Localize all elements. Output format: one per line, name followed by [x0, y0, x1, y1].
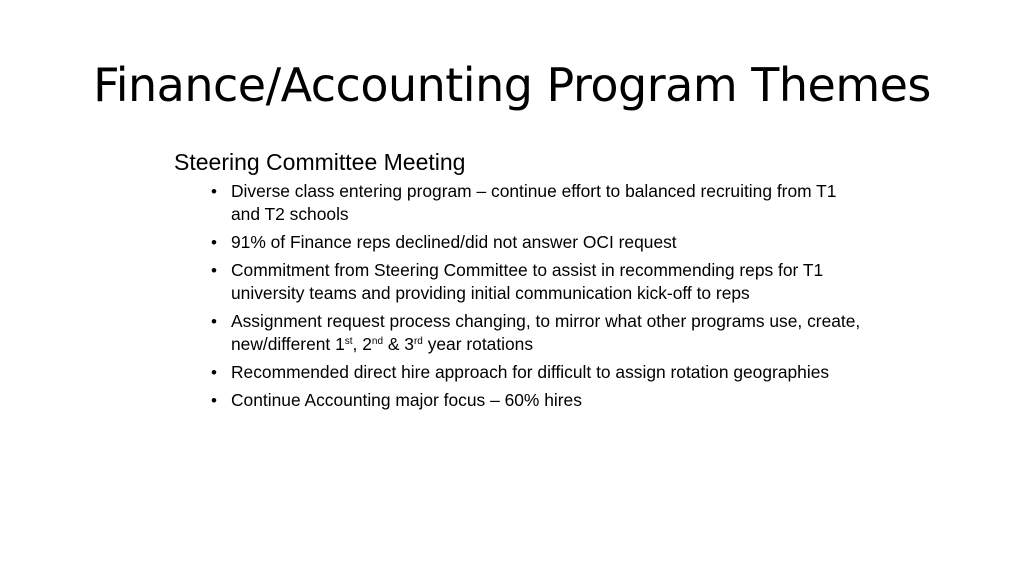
- slide-body: [174, 146, 864, 417]
- bullet-text: Diverse class entering program – continue effort to balanced recruiting from T1 and T2 schools: [231, 181, 837, 224]
- list-item: [211, 180, 864, 226]
- bullet-text: Commitment from Steering Committee to assist in recommending reps for T1 university teams and providing initial communication kick-off to reps: [231, 260, 824, 303]
- bullet-icon: •: [211, 261, 217, 280]
- bullet-text-part: , 2: [352, 334, 372, 354]
- list-item: [211, 259, 864, 305]
- list-item: [211, 231, 864, 254]
- bullet-text-part: year rotations: [422, 334, 534, 354]
- ordinal-suffix: nd: [371, 336, 384, 347]
- list-item: [211, 310, 864, 356]
- bullet-list: [174, 180, 864, 412]
- ordinal-suffix: rd: [413, 336, 423, 347]
- bullet-icon: •: [211, 312, 217, 331]
- slide-title: Finance/Accounting Program Themes: [93, 58, 931, 112]
- bullet-text-part: & 3: [383, 334, 414, 354]
- bullet-text-part: Assignment request process changing, to mirror what other programs use, create, new/different 1: [231, 311, 861, 354]
- bullet-text: 91% of Finance reps declined/did not answer OCI request: [231, 232, 677, 252]
- bullet-icon: •: [211, 182, 217, 201]
- bullet-icon: •: [211, 363, 217, 382]
- bullet-text: [231, 311, 860, 354]
- bullet-text: Recommended direct hire approach for difficult to assign rotation geographies: [231, 362, 830, 382]
- ordinal-suffix: st: [344, 336, 353, 347]
- section-heading: Steering Committee Meeting: [174, 149, 466, 175]
- bullet-icon: •: [211, 391, 217, 410]
- bullet-icon: •: [211, 233, 217, 252]
- bullet-text: Continue Accounting major focus – 60% hires: [231, 390, 582, 410]
- list-item: [211, 361, 864, 384]
- list-item: [211, 389, 864, 412]
